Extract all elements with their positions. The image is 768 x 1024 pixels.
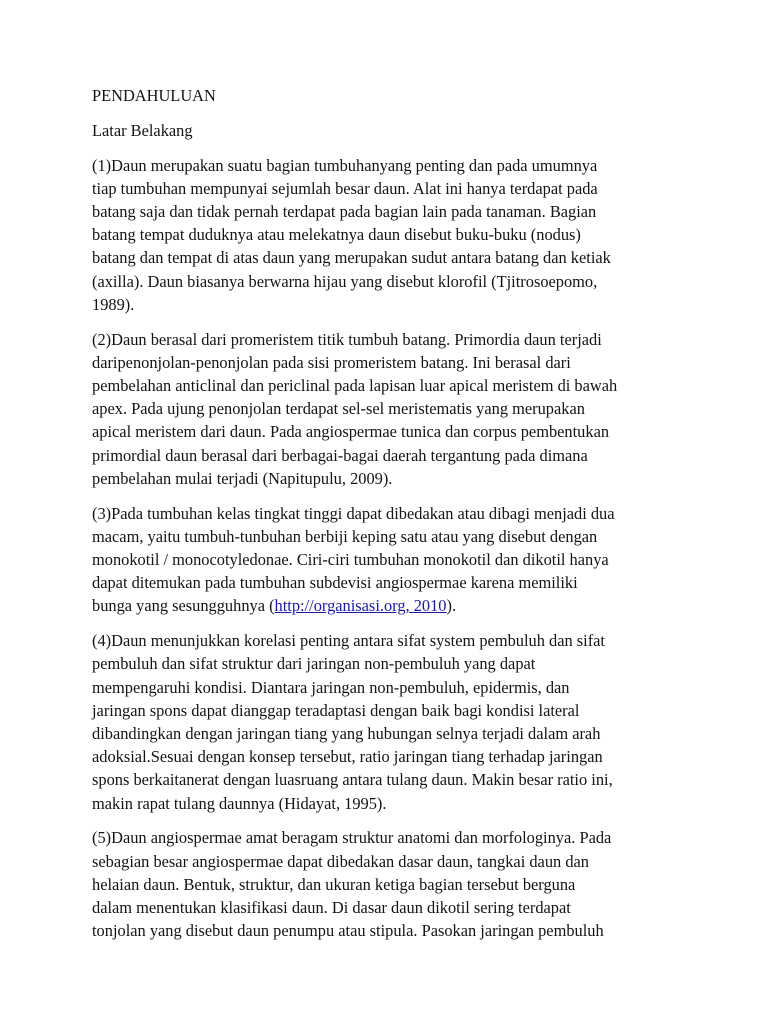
text-line: batang saja dan tidak pernah terdapat pada bagian lain pada tanaman. Bagian <box>92 202 597 221</box>
text-line: 1989). <box>92 294 135 314</box>
text-line: (axilla). Daun biasanya berwarna hijau yang disebut klorofil (Tjitrosoepomo, <box>92 271 598 291</box>
text-line: (1)Daun merupakan suatu bagian tumbuhanyang penting dan pada umumnya <box>92 155 598 175</box>
text-line: makin rapat tulang daunnya (Hidayat, 1995). <box>92 793 387 813</box>
text-line-with-link <box>92 594 682 617</box>
text-line: pembelahan anticlinal dan periclinal pada lapisan luar apical meristem di bawah <box>92 376 618 396</box>
text-line: spons berkaitanerat dengan luasruang antara tulang daun. Makin besar ratio ini, <box>92 770 613 790</box>
text-line: jaringan spons dapat dianggap teradaptasi dengan baik bagi kondisi lateral <box>92 700 580 720</box>
text-line: apical meristem dari daun. Pada angiospermae tunica dan corpus pembentukan <box>92 422 610 442</box>
paragraph-3 <box>92 502 682 618</box>
paragraph-5 <box>92 826 682 942</box>
text-line: primordial daun berasal dari berbagai-bagai daerah tergantung pada dimana <box>92 445 588 465</box>
document-page <box>92 84 682 954</box>
text-line: apex. Pada ujung penonjolan terdapat sel-sel meristematis yang merupakan <box>92 399 585 419</box>
text-segment: bunga yang sesungguhnya ( <box>92 596 275 616</box>
document-title: PENDAHULUAN <box>92 86 216 105</box>
text-line: (3)Pada tumbuhan kelas tingkat tinggi dapat dibedakan atau dibagi menjadi dua <box>92 503 615 523</box>
text-segment: ). <box>446 596 457 616</box>
text-line: (2)Daun berasal dari promeristem titik tumbuh batang. Primordia daun terjadi <box>92 329 602 349</box>
text-line: (4)Daun menunjukkan korelasi penting antara sifat system pembuluh dan sifat <box>92 631 605 651</box>
text-line: dalam menentukan klasifikasi daun. Di dasar daun dikotil sering terdapat <box>92 898 571 918</box>
paragraph-1 <box>92 154 682 316</box>
text-line: sebagian besar angiospermae dapat dibedakan dasar daun, tangkai daun dan <box>92 851 589 871</box>
text-line: macam, yaitu tumbuh-tunbuhan berbiji keping satu atau yang disebut dengan <box>92 526 598 546</box>
citation-link[interactable]: http://organisasi.org, 2010 <box>274 596 447 616</box>
section-subtitle: Latar Belakang <box>92 120 193 140</box>
text-line: mempengaruhi kondisi. Diantara jaringan non-pembuluh, epidermis, dan <box>92 677 570 697</box>
text-line: dapat ditemukan pada tumbuhan subdevisi angiospermae karena memiliki <box>92 573 578 593</box>
paragraph-4 <box>92 629 682 815</box>
paragraph-2 <box>92 328 682 490</box>
text-line: daripenonjolan-penonjolan pada sisi promeristem batang. Ini berasal dari <box>92 352 571 372</box>
text-line: monokotil / monocotyledonae. Ciri-ciri tumbuhan monokotil dan dikotil hanya <box>92 550 609 570</box>
text-line: dibandingkan dengan jaringan tiang yang hubungan selnya terjadi dalam arah <box>92 724 601 744</box>
text-line: batang tempat duduknya atau melekatnya daun disebut buku-buku (nodus) <box>92 225 581 245</box>
text-line: tonjolan yang disebut daun penumpu atau stipula. Pasokan jaringan pembuluh <box>92 921 604 941</box>
text-line: (5)Daun angiospermae amat beragam struktur anatomi dan morfologinya. Pada <box>92 828 612 848</box>
text-line: pembuluh dan sifat struktur dari jaringan non-pembuluh yang dapat <box>92 654 536 674</box>
text-line: pembelahan mulai terjadi (Napitupulu, 2009). <box>92 468 393 488</box>
text-line: tiap tumbuhan mempunyai sejumlah besar daun. Alat ini hanya terdapat pada <box>92 178 598 198</box>
text-line: adoksial.Sesuai dengan konsep tersebut, ratio jaringan tiang terhadap jaringan <box>92 747 603 767</box>
text-line: helaian daun. Bentuk, struktur, dan ukuran ketiga bagian tersebut berguna <box>92 874 576 894</box>
text-line: batang dan tempat di atas daun yang merupakan sudut antara batang dan ketiak <box>92 248 611 268</box>
